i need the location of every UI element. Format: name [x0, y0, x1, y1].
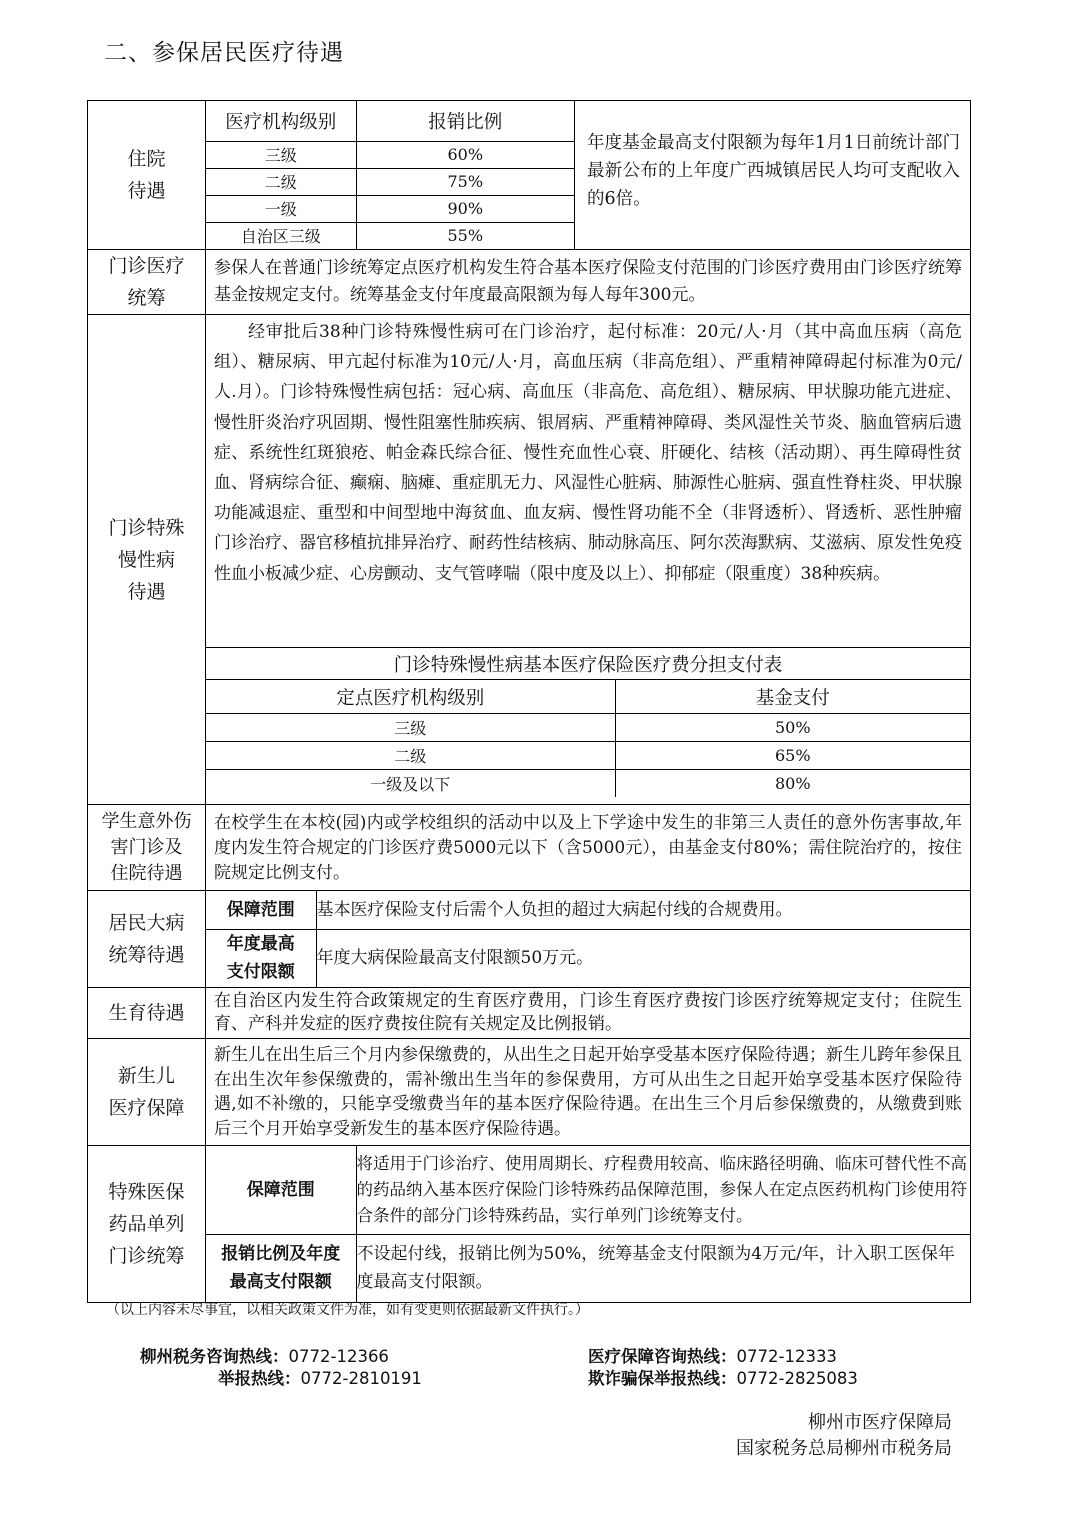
row-newborn: [88, 1039, 971, 1146]
category-critical: 居民大病 统筹待遇: [88, 891, 206, 988]
ratio-label: 报销比例及年度 最高支付限额: [206, 1234, 356, 1302]
footnote: （以上内容未尽事宜，以相关政策文件为准，如有变更则依据最新文件执行。）: [106, 1302, 589, 1318]
category-special-drug: 特殊医保 药品单列 门诊统筹: [88, 1146, 206, 1303]
level-cell: 二级: [206, 168, 356, 195]
level-cell: 二级: [206, 742, 615, 770]
category-outpatient-pool: 门诊医疗 统筹: [88, 250, 206, 315]
category-newborn: 新生儿 医疗保障: [88, 1039, 206, 1146]
chronic-text: 经审批后38种门诊特殊慢性病可在门诊治疗，起付标准：20元/人·月（其中高血压病（高危组）、糖尿病、甲亢起付标准为10元/人·月，高血压病（非高危组）、严重精神障碍起付标准为0元/人.月）。门诊特殊慢性病包括：冠心病、高血压（非高危、高危组）、糖尿病、甲状腺功能亢进症、慢性肝炎治疗巩固期、慢性阻塞性肺疾病、银屑病、严重精神障碍、类风湿性关节炎、脑血管病后遗症、系统性红斑狼疮、帕金森氏综合征、慢性充血性心衰、肝硬化、结核（活动期）、再生障碍性贫血、肾病综合征、癫痫、脑瘫、重症肌无力、风湿性心脏病、肺源性心脏病、强直性脊柱炎、甲状腺功能减退症、重型和中间型地中海贫血、血友病、慢性肾功能不全（非肾透析）、肾透析、恶性肿瘤门诊治疗、器官移植抗排异治疗、耐药性结核病、肺动脉高压、阿尔茨海默病、艾滋病、原发性免疫性血小板减少症、心房颤动、支气管哮喘（限中度及以上）、抑郁症（限重度）38种疾病。: [214, 322, 962, 584]
hotline-tax: 柳州税务咨询热线：0772-12366: [140, 1347, 389, 1366]
col-ratio: 报销比例: [356, 101, 575, 141]
level-cell: 三级: [206, 714, 615, 742]
ratio-cell: 90%: [356, 195, 575, 222]
ratio-cell: 75%: [356, 168, 575, 195]
category-chronic: 门诊特殊 慢性病 待遇: [88, 315, 206, 805]
student-text: 在校学生在本校(园)内或学校组织的活动中以及上下学途中发生的非第三人责任的意外伤害事故,年度内发生符合规定的门诊医疗费5000元以下（含5000元），由基金支付80%；需住院治疗的，按住院规定比例支付。: [214, 813, 962, 883]
benefits-table: [87, 100, 971, 1303]
level-cell: 一级及以下: [206, 770, 615, 797]
scope-text: 将适用于门诊治疗、使用周期长、疗程费用较高、临床路径明确、临床可替代性不高的药品纳入基本医疗保险门诊特殊药品保障范围，参保人在定点医药机构门诊使用符合条件的部分门诊特殊药品，实行单列门诊统筹支付。: [356, 1146, 970, 1234]
row-chronic: [88, 315, 971, 805]
issuer-tax-bureau: 国家税务总局柳州市税务局: [736, 1438, 952, 1459]
ratio-cell: 55%: [356, 222, 575, 249]
row-student: [88, 805, 971, 891]
col-fund: 基金支付: [615, 680, 970, 714]
chronic-payment-table: [206, 647, 970, 797]
ratio-text: 不设起付线，报销比例为50%，统筹基金支付限额为4万元/年，计入职工医保年度最高支付限额。: [356, 1234, 970, 1302]
critical-table: [206, 891, 970, 987]
category-maternity: 生育待遇: [88, 988, 206, 1039]
col-level: 医疗机构级别: [206, 101, 356, 141]
fund-cell: 65%: [615, 742, 970, 770]
category-hospitalization: 住院 待遇: [88, 101, 206, 250]
chronic-table-title: 门诊特殊慢性病基本医疗保险医疗费分担支付表: [206, 648, 970, 680]
scope-label: 保障范围: [206, 1146, 356, 1234]
fund-cell: 80%: [615, 770, 970, 797]
issuers: [736, 1410, 952, 1462]
category-student: 学生意外伤 害门诊及 住院待遇: [88, 805, 206, 891]
hotline-report: 举报热线：0772-2810191: [218, 1369, 422, 1388]
scope-text: 基本医疗保险支付后需个人负担的超过大病起付线的合规费用。: [316, 891, 970, 929]
page-title: 二、参保居民医疗待遇: [104, 40, 344, 66]
hospital-limit-text: 年度基金最高支付限额为每年1月1日前统计部门最新公布的上年度广西城镇居民人均可支配收入的6倍。: [587, 133, 960, 209]
ratio-cell: 60%: [356, 141, 575, 168]
hotline-fraud: 欺诈骗保举报热线：0772-2825083: [588, 1369, 858, 1388]
issuer-medical-bureau: 柳州市医疗保障局: [808, 1412, 952, 1433]
hospital-ratio-table: [206, 101, 575, 249]
newborn-text: 新生儿在出生后三个月内参保缴费的，从出生之日起开始享受基本医疗保险待遇；新生儿跨年参保且在出生次年参保缴费的，需补缴出生当年的参保费用，方可从出生之日起开始享受基本医疗保险待遇,如不补缴的，只能享受缴费当年的基本医疗保险待遇。在出生三个月后参保缴费的，从缴费到账后三个月开始享受新发生的基本医疗保险待遇。: [214, 1045, 962, 1139]
col-level: 定点医疗机构级别: [206, 680, 615, 714]
limit-text: 年度大病保险最高支付限额50万元。: [316, 929, 970, 987]
scope-label: 保障范围: [206, 891, 316, 929]
special-drug-table: [206, 1146, 970, 1302]
row-critical: [88, 891, 971, 988]
outpatient-pool-text: 参保人在普通门诊统筹定点医疗机构发生符合基本医疗保险支付范围的门诊医疗费用由门诊医疗统筹基金按规定支付。统筹基金支付年度最高限额为每人每年300元。: [214, 258, 962, 305]
fund-cell: 50%: [615, 714, 970, 742]
maternity-text: 在自治区内发生符合政策规定的生育医疗费用，门诊生育医疗费按门诊医疗统筹规定支付；住院生育、产科并发症的医疗费按住院有关规定及比例报销。: [214, 991, 962, 1034]
level-cell: 一级: [206, 195, 356, 222]
hotline-medical: 医疗保障咨询热线：0772-12333: [588, 1347, 837, 1366]
row-maternity: [88, 988, 971, 1039]
row-special-drug: [88, 1146, 971, 1303]
row-outpatient-pool: [88, 250, 971, 315]
row-hospitalization: [88, 101, 971, 250]
limit-label: 年度最高 支付限额: [206, 929, 316, 987]
level-cell: 自治区三级: [206, 222, 356, 249]
level-cell: 三级: [206, 141, 356, 168]
